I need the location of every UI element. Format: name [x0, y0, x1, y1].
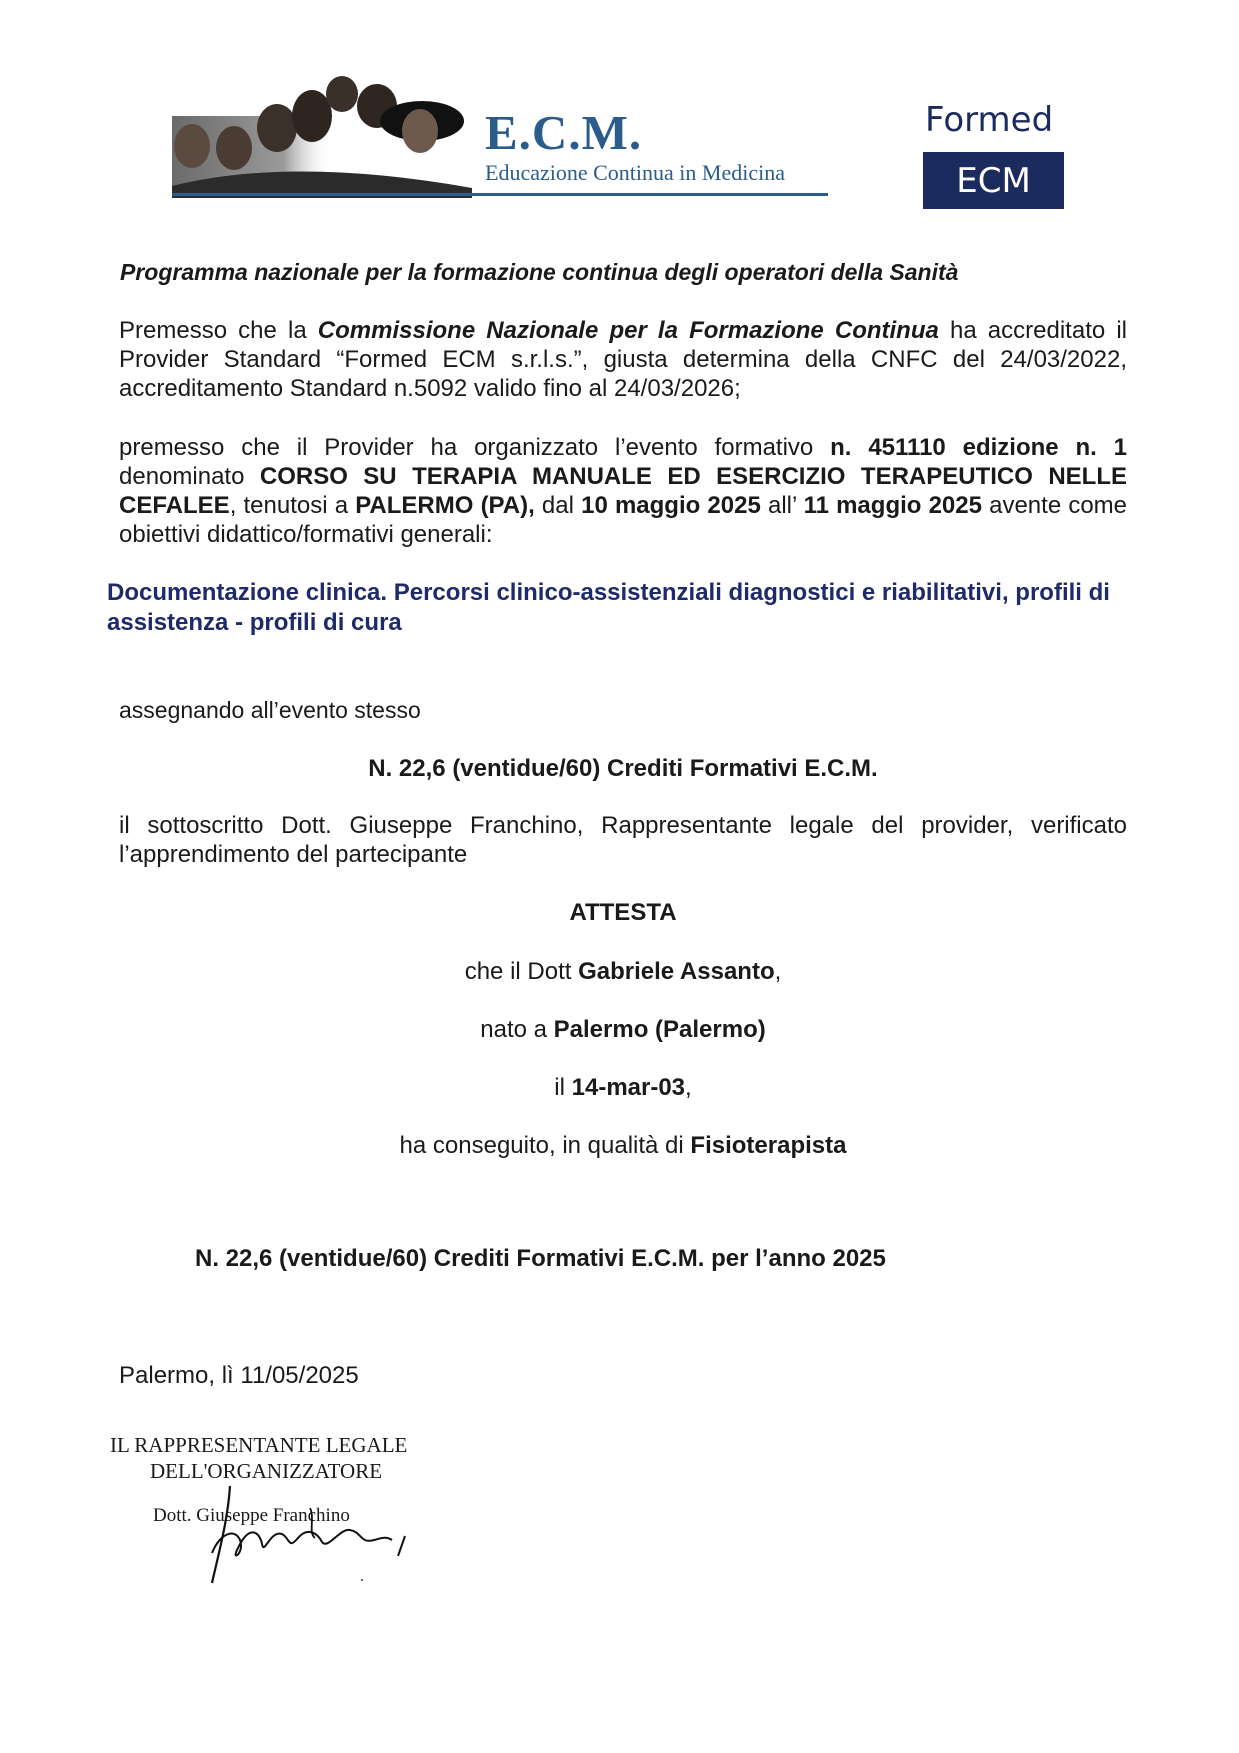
event-start-date: 10 maggio 2025	[581, 492, 761, 519]
text-fragment: ,	[774, 958, 782, 985]
attesta-heading: ATTESTA	[569, 899, 677, 926]
participant-birthdate-line	[119, 1073, 1127, 1102]
text-fragment: , tenutosi a	[229, 492, 356, 519]
text-fragment: ha conseguito, in qualità di	[399, 1132, 691, 1159]
text-fragment: nato a	[480, 1016, 554, 1043]
signatory-paragraph: il sottoscritto Dott. Giuseppe Franchino, Rappresentante legale del provider, verificato l’apprendimento del partecipante	[119, 812, 1127, 868]
participant-role: Fisioterapista	[690, 1132, 847, 1159]
ecm-logo-underline	[172, 193, 828, 196]
signature-title-line1: IL RAPPRESENTANTE LEGALE	[110, 1433, 408, 1457]
formed-logo-word: Formed	[925, 100, 1054, 140]
event-location: PALERMO (PA),	[355, 492, 535, 519]
text-fragment: il	[554, 1074, 572, 1101]
place-and-date: Palermo, lì 11/05/2025	[119, 1362, 359, 1389]
text-fragment: che il Dott	[464, 958, 579, 985]
ecm-logo-subtitle: Educazione Continua in Medicina	[485, 160, 785, 185]
event-end-date: 11 maggio 2025	[803, 492, 982, 519]
text-fragment: dal	[534, 492, 582, 519]
assigning-text: assegnando all’evento stesso	[119, 697, 421, 723]
participant-birthplace-line	[119, 1015, 1127, 1044]
commission-name: Commissione Nazionale per la Formazione Continua	[317, 317, 939, 344]
credits-earned: N. 22,6 (ventidue/60) Crediti Formativi E.C.M. per l’anno 2025	[195, 1245, 886, 1272]
participant-name: Gabriele Assanto	[578, 958, 775, 985]
text-fragment: avente come obiettivi didattico/formativi generali:	[119, 492, 1128, 548]
handwritten-signature	[190, 1478, 440, 1588]
event-number: n. 451110 edizione n. 1	[830, 434, 1128, 461]
text-fragment: all’	[760, 492, 804, 519]
participant-role-line	[119, 1131, 1127, 1160]
credits-assigned: N. 22,6 (ventidue/60) Crediti Formativi E.C.M.	[368, 755, 878, 782]
participant-birthdate: 14-mar-03	[571, 1074, 686, 1101]
text-fragment: premesso che il Provider ha organizzato l’evento formativo	[119, 434, 831, 461]
text-fragment: ,	[685, 1074, 692, 1101]
event-paragraph	[119, 433, 1127, 549]
formed-logo-box: ECM	[923, 152, 1064, 209]
signature-title-line2: DELL'ORGANIZZATORE	[150, 1459, 383, 1483]
participant-name-line	[119, 957, 1127, 986]
training-objectives: Documentazione clinica. Percorsi clinico-assistenziali diagnostici e riabilitativi, profili di assistenza - profili di cura	[107, 579, 1110, 636]
text-fragment: Premesso che la	[119, 317, 318, 344]
course-title: CORSO SU TERAPIA MANUALE ED ESERCIZIO TERAPEUTICO NELLE CEFALEE	[119, 463, 1128, 519]
text-fragment: ha accreditato il Provider Standard “Formed ECM s.r.l.s.”, giusta determina della CNFC del 24/03/2022, accreditamento Standard n.5092 valido fino al 24/03/2026;	[119, 317, 1127, 402]
text-fragment: denominato	[119, 463, 260, 490]
participant-birthplace: Palermo (Palermo)	[553, 1016, 766, 1043]
signatory-name: Dott. Giuseppe Franchino	[153, 1505, 350, 1526]
ecm-logo-title: E.C.M.	[485, 105, 643, 160]
document-heading: Programma nazionale per la formazione continua degli operatori della Sanità	[120, 259, 959, 285]
provider-accreditation-paragraph	[119, 316, 1127, 403]
